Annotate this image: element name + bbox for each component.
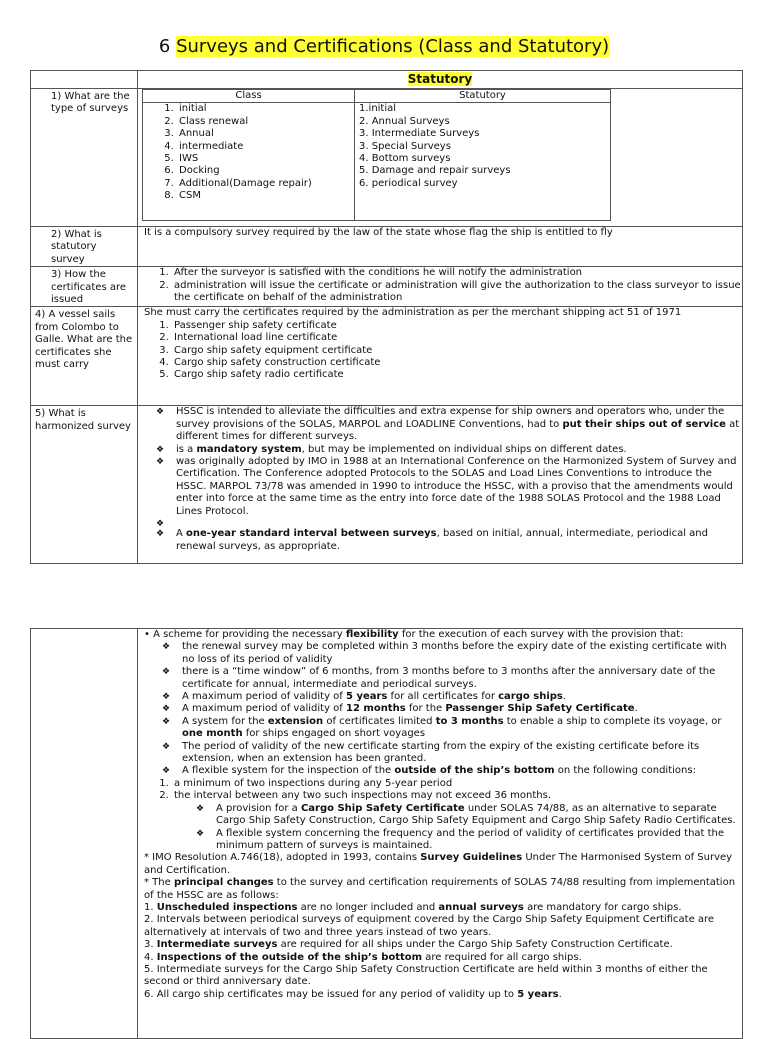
flexibility-intro: • A scheme for providing the necessary flexibility for the execution of each survey with the provision that:	[144, 629, 684, 640]
list-item: 2. the interval between any two such inspections may not exceed 36 months.	[172, 790, 739, 802]
class-column-header: Class	[143, 90, 355, 103]
statutory-survey-list	[355, 103, 610, 190]
change-item: 5. Intermediate surveys for the Cargo Ship Safety Construction Certificate are held within 3 months of either the second or third anniversary date.	[144, 963, 708, 988]
list-item: ❖ A one-year standard interval between surveys, based on initial, annual, intermediate, periodical and renewal surveys, as appropriate.	[156, 528, 742, 553]
list-item: ❖ A maximum period of validity of 12 months for the Passenger Ship Safety Certificate.	[162, 703, 739, 715]
section-title: Surveys and Certifications (Class and Statutory)	[176, 36, 610, 57]
list-item: 2. Class renewal	[177, 116, 354, 128]
blank-header-cell	[31, 71, 138, 89]
change-item: 3. Intermediate surveys are required for all ships under the Cargo Ship Safety Construction Certificate.	[144, 939, 673, 951]
list-item: ❖ A flexible system for the inspection of the outside of the ship’s bottom on the following conditions:	[162, 765, 739, 777]
list-item: 2. International load line certificate	[172, 332, 742, 344]
list-item: 7. Additional(Damage repair)	[177, 178, 354, 190]
hssc-continuation-table	[30, 628, 743, 1039]
imo-resolution-note: * IMO Resolution A.746(18), adopted in 1993, contains Survey Guidelines Under The Harmonised System of Survey and Certification.	[144, 852, 733, 876]
answer-cell	[138, 267, 743, 307]
list-item: ❖ was originally adopted by IMO in 1988 at an International Conference on the Harmonized System of Survey and Certification. The Conference adopted Protocols to the SOLAS and Load Lines Conventions to introduce the HSSC. MARPOL 73/78 was amended in 1990 to introduce the HSSC, with a proviso that the amendments would enter into force at the same time as the entry into force date of the 1988 SOLAS Protocol and the 1988 Load Lines Protocol.	[156, 456, 742, 518]
answer-cell	[138, 629, 743, 1039]
change-item: 2. Intervals between periodical surveys of equipment covered by the Cargo Ship Safety Equipment Certificate are alternatively at intervals of two and three years instead of two years.	[144, 914, 715, 938]
list-item: 6. Docking	[177, 165, 354, 177]
principal-changes-note: * The principal changes to the survey and certification requirements of SOLAS 74/88 resulting from implementation of the HSSC are as follows:	[144, 877, 736, 901]
table-row-q4	[31, 307, 743, 406]
question-cell: 1) What are the type of surveys	[31, 89, 138, 227]
class-survey-list	[143, 103, 354, 202]
list-item: ❖ A maximum period of validity of 5 years for all certificates for cargo ships.	[162, 691, 739, 703]
question-cell: 3) How the certificates are issued	[31, 267, 138, 307]
list-item: 3. Special Surveys	[359, 140, 451, 152]
list-item: 1. After the surveyor is satisfied with the conditions he will notify the administration	[172, 267, 742, 279]
question-cell: 5) What is harmonized survey	[31, 406, 138, 564]
table-row-q2	[31, 227, 743, 267]
list-item: 1. initial	[177, 103, 354, 115]
question-cell: 2) What is statutory survey	[31, 227, 138, 267]
list-item: 4. intermediate	[177, 141, 354, 153]
table-row-q3	[31, 267, 743, 307]
list-item: ❖ there is a “time window” of 6 months, from 3 months before to 3 months after the anniversary date of the certificate for annual, intermediate and periodical surveys.	[162, 666, 739, 691]
class-survey-list-cell	[143, 103, 355, 221]
list-item: ❖ HSSC is intended to alleviate the difficulties and extra expense for ship owners and operators who, under the survey provisions of the SOLAS, MARPOL and LOADLINE Conventions, had to put their ships out of service at different times for different surveys.	[156, 406, 742, 443]
table-row-q5	[31, 406, 743, 564]
table-row	[31, 629, 743, 1039]
certificates-list	[138, 320, 742, 382]
page-title	[0, 36, 768, 57]
statutory-header: Statutory	[138, 71, 743, 89]
list-item: ❖ The period of validity of the new certificate starting from the expiry of the existing certificate before its extension, when an extension has been granted.	[162, 741, 739, 766]
provisions-list	[144, 803, 739, 853]
flexibility-list	[144, 641, 739, 777]
table-row-q1	[31, 89, 743, 227]
list-item: ❖ the renewal survey may be completed within 3 months before the expiry date of the existing certificate with no loss of its period of validity	[162, 641, 739, 666]
list-item: 1. a minimum of two inspections during any 5-year period	[172, 778, 739, 790]
list-item: ❖ A flexible system concerning the frequency and the period of validity of certificates provided that the minimum pattern of surveys is maintained.	[196, 828, 739, 853]
list-spacer	[156, 518, 742, 528]
list-item: 2. Annual Surveys	[359, 115, 450, 127]
list-item: 6. periodical survey	[359, 177, 458, 189]
list-item: 3. Annual	[177, 128, 354, 140]
issue-steps-list	[138, 267, 742, 304]
list-item: 4. Cargo ship safety construction certificate	[172, 357, 742, 369]
list-item: 4. Bottom surveys	[359, 153, 451, 165]
list-item: 1. Passenger ship safety certificate	[172, 320, 742, 332]
list-item: 8. CSM	[177, 190, 354, 202]
question-cell	[31, 629, 138, 1039]
list-item: 3. Cargo ship safety equipment certificate	[172, 345, 742, 357]
change-item: 6. All cargo ship certificates may be issued for any period of validity up to 5 years.	[144, 988, 562, 1000]
list-item: 2. administration will issue the certificate or administration will give the authorization to the class surveyor to issue the certificate on behalf of the administration	[172, 280, 742, 305]
list-item: ❖ A provision for a Cargo Ship Safety Certificate under SOLAS 74/88, as an alternative to separate Cargo Ship Safety Construction, Cargo Ship Safety Equipment and Cargo Ship Safety Radio Certificates.	[196, 803, 739, 828]
answer-cell	[138, 307, 743, 406]
list-item: 1.initial	[359, 103, 397, 115]
surveys-table	[30, 70, 743, 564]
answer-cell	[138, 89, 743, 227]
list-item: ❖ A system for the extension of certificates limited to 3 months to enable a ship to complete its voyage, or one month for ships engaged on short voyages	[162, 716, 739, 741]
list-item: ❖ is a mandatory system, but may be implemented on individual ships on different dates.	[156, 444, 742, 456]
list-item: 5. Damage and repair surveys	[359, 165, 511, 177]
section-number: 6	[158, 36, 171, 57]
statutory-survey-list-cell	[355, 103, 611, 221]
hssc-bullet-list	[138, 406, 742, 552]
survey-types-table	[142, 89, 611, 221]
bottom-inspection-conditions	[144, 778, 739, 803]
answer-cell	[138, 406, 743, 564]
answer-cell: It is a compulsory survey required by the law of the state whose flag the ship is entitled to fly	[138, 227, 743, 267]
list-item: 5. IWS	[177, 153, 354, 165]
statutory-column-header: Statutory	[355, 90, 611, 103]
certificates-intro: She must carry the certificates required by the administration as per the merchant shipping act 51 of 1971	[144, 307, 682, 319]
change-item: 1. Unscheduled inspections are no longer included and annual surveys are mandatory for cargo ships.	[144, 901, 682, 913]
change-item: 4. Inspections of the outside of the ship’s bottom are required for all cargo ships.	[144, 951, 582, 963]
list-item: 5. Cargo ship safety radio certificate	[172, 369, 742, 381]
list-item: 3. Intermediate Surveys	[359, 128, 480, 140]
question-cell: 4) A vessel sails from Colombo to Galle. What are the certificates she must carry	[31, 307, 138, 406]
